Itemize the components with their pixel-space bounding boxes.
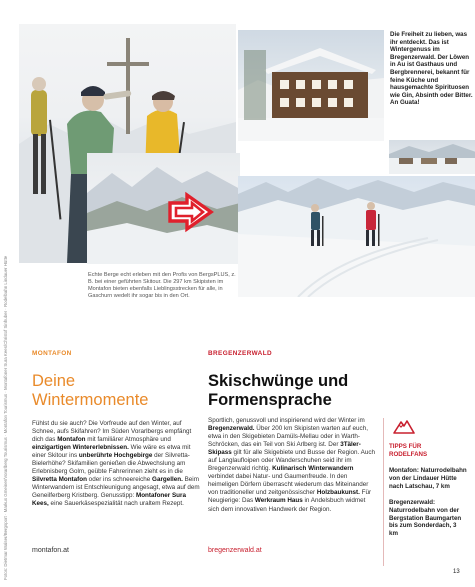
body-text-bregenzerwald: Sportlich, genussvoll und inspirierend wird der Winter im Bregenzerwald. Über 200 km Skipisten warten auf euch, etwa in den Skigebieten Damüls-Mellau oder in Warth-Schröcken, das ein Teil von Ski Arlberg ist. Der 3Täler-Skipass gilt für alle Skigebiete und Busse der Region. Auch auf Langlaufloipen oder Wanderschuhen seid ihr im Bregenzerwald richtig. Kulinarisch Winterwandern verbindet dabei Natur- und Gaumenfreude. In den heimeligen Dörfern überrascht wiederum das Miteinander von traditioneller und zeitgenössischer Holzbaukunst. Für Neugierige: Das Werkraum Haus in Andelsbuch widmet sich dem innovativen Handwerk der Region.	[208, 417, 375, 513]
photo-village-winter	[389, 140, 475, 174]
link-montafon[interactable]: montafon.at	[32, 547, 69, 554]
highlight-text: Montafon	[57, 436, 86, 444]
caption-montafon: Echte Berge echt erleben mit den Profis von BergsPLUS, z. B. bei einer geführten Skitour. Die 297 km Skipisten im Montafon bieten ebenfalls Lieblingsstrecken für alle, in Gaschurn wedelt ihr sogar bis in den Ort.	[88, 272, 236, 300]
highlight-text: Holzbaukunst.	[316, 489, 360, 497]
highlight-text: Silvretta Montafon	[32, 476, 87, 484]
highlight-text: einzigartigen Wintererlebnissen.	[32, 444, 129, 452]
region-label-bregenzerwald: BREGENZERWALD	[208, 350, 273, 357]
headline-bregenzerwald: Skischwünge und Formensprache	[208, 372, 349, 409]
photo-mountain-valley	[87, 153, 240, 264]
divider-line	[383, 418, 384, 566]
highlight-text: 3Täler-Skipass	[208, 441, 361, 457]
photo-credits: Fotos: Dietmar Walser/Bergsport · Markus Gmeiner/Vorarlberg Tourismus · Montafon Tourismus · Montafoner Sura Kees/Christof Sinhuber · Rodelbahn Lindauer Hütte	[3, 255, 8, 580]
region-label-montafon: MONTAFON	[32, 350, 72, 357]
photo-gasthaus-loewen	[238, 30, 384, 141]
tips-title: TIPPS FÜR RODELFANS	[389, 443, 428, 458]
highlight-text: Bregenzerwald.	[208, 425, 255, 433]
highlight-text: Kulinarisch Winterwandern	[272, 465, 354, 473]
body-text-montafon: Fühlst du sie auch? Die Vorfreude auf den Winter, auf Schnee, aufs Skifahren? Im Süden Vorarlbergs empfängt dich das Montafon mit familiärer Atmosphäre und einzigartigen Wintererlebnissen. Wie wäre es etwa mit einer Skitour ins unberührte Hochgebirge der Silvretta-Bielerhöhe? Skifamilien genießen die Abwechslung am Erlebnisberg Golm, geübte Fahrerinnen zieht es in die Silvretta Montafon oder ins schneereiche Gargellen. Beim Winterwandern ist Entschleunigung angesagt, etwa auf dem Geneilferberg Kristberg. Genusstipp: Montafoner Sura Kees, eine Sauerkäsespezialität nach uraltem Rezept.	[32, 420, 200, 508]
page-number: 13	[453, 569, 460, 575]
tip-montafon: Montafon: Naturrodelbahn von der Lindauer Hütte nach Latschau, 7 km	[389, 467, 467, 490]
link-bregenzerwald[interactable]: bregenzerwald.at	[208, 547, 262, 554]
mountain-icon	[393, 418, 467, 439]
caption-bregenzerwald: Die Freiheit zu lieben, was ihr entdeckt. Das ist Wintergenuss im Bregenzerwald. Der Löwen in Au ist Gasthaus und Bergbrennerei, bekannt für feine Küche und hausgemachte Spirituosen wie Gin, Absinth oder Bitter. An Guata!	[390, 31, 473, 107]
tips-box	[389, 418, 467, 538]
arrow-right-icon	[167, 191, 215, 233]
highlight-text: Gargellen.	[152, 476, 183, 484]
tip-bregenzerwald: Bregenzerwald: Naturrodelbahn von der Bergstation Baumgarten bis zum Sonderdach, 3 km	[389, 499, 462, 538]
photo-skitouring-bregenzerwald	[238, 176, 475, 297]
highlight-text: Montafoner Sura Kees,	[32, 492, 186, 508]
headline-montafon: Deine Wintermomente	[32, 372, 149, 409]
highlight-text: Werkraum Haus	[254, 497, 303, 505]
highlight-text: unberührte Hochgebirge	[78, 452, 153, 460]
